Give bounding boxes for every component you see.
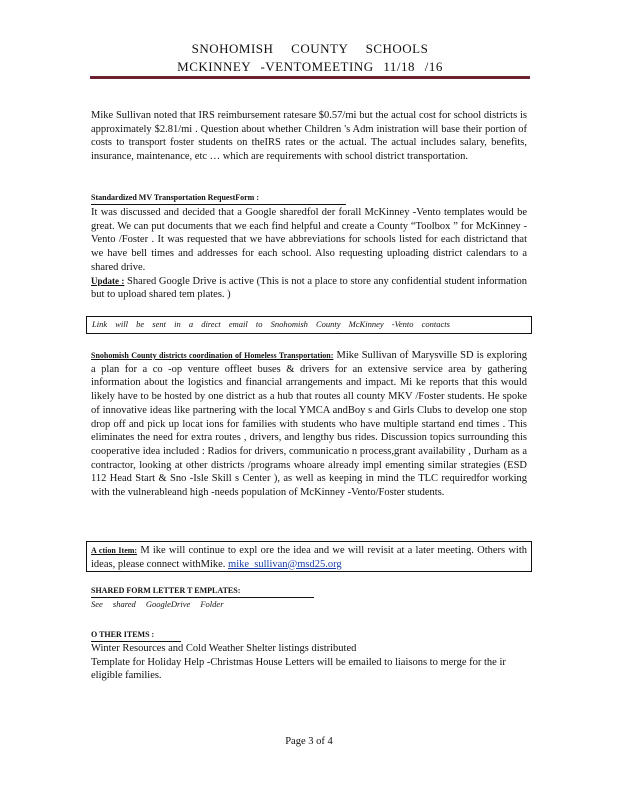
section-shared-form-letter-templates [91, 585, 527, 612]
action-item-label: A ction Item: [91, 546, 138, 555]
section-paragraph [91, 349, 527, 500]
action-item-text [91, 544, 527, 571]
section-heading: O THER ITEMS : [91, 629, 181, 642]
action-item-body: M ike will continue to expl ore the idea and we will revisit at a later meeting. Others with ideas, please connect withMike. [91, 545, 527, 570]
section-heading: SHARED FORM LETTER T EMPLATES: [91, 585, 314, 598]
update-text: Shared Google Drive is active (This is not a place to store any confidential student information but to upload shared tem plates. ) [91, 275, 527, 301]
section-heading: Snohomish County districts coordination of Homeless Transportation: [91, 351, 334, 360]
action-item-box [86, 541, 532, 572]
paragraph-irs-reimbursement [91, 109, 527, 164]
update-paragraph [91, 275, 527, 302]
section-heading: Standardized MV Transportation RequestForm : [91, 192, 346, 205]
header-rule [90, 76, 530, 79]
section-transportation-request-form [91, 192, 527, 302]
section-note: See shared GoogleDrive Folder [91, 599, 224, 609]
page-number: Page 3 of 4 [285, 736, 333, 747]
other-item-holiday-template: Template for Holiday Help -Christmas House Letters will be emailed to liaisons to merge for the ir eligible families. [91, 656, 506, 682]
email-link[interactable]: mike_sullivan@msd25.org [228, 558, 342, 570]
section-other-items [91, 628, 527, 683]
section-body: It was discussed and decided that a Google sharedfol der forall McKinney -Vento templates would be great. We can put documents that we each find helpful and create a County “Toolbox ” for McKinney -Vento /Foster . It was requested that we have abbreviations for schools listed for each districtand that we have bell times and addresses for each school. Also requesting uploading district calendars to a shared drive. [91, 207, 527, 273]
paragraph-text: Mike Sullivan noted that IRS reimbursement ratesare $0.57/mi but the actual cost for school districts is approximately $2.81/mi . Question about whether Children 's Adm inistration will base their portion of costs to transport foster students on theIRS rates or the actual. The actual includes salary, benefits, insurance, maintenance, etc … which are requirements with school district transportation. [91, 110, 527, 163]
header-title: SNOHOMISH COUNTY SCHOOLS [191, 41, 429, 56]
link-note-text: Link will be sent in a direct email to Snohomish County McKinney -Vento contacts [92, 319, 450, 329]
update-label: Update : [91, 275, 125, 286]
header-meeting-date: MCKINNEY -VENTOMEETING 11/18 /16 [177, 59, 443, 74]
document-header [90, 40, 530, 76]
section-homeless-transportation [91, 349, 527, 500]
section-body: Mike Sullivan of Marysville SD is exploring a plan for a co -op venture offleet buses & drivers for an extensive service area by gathering information about the logistics and financial arrangements and impact. Mi ke reports that this would likely have to be hosted by one district as a hub that routes all county MKV /Foster students. He spoke of innovative ideas like partnering with the local YMCA andBoy s and Girls Clubs to develop one stop drop off and pick up locat ions for families with students who have multiple startand end times . This eliminates the need for extra routes , drivers, and lengthy bus rides. Discussion topics surrounding this cooperative idea included : Radios for drivers, communicatio n process,grant availability , Durham as a contractor, looking at other districts /programs whoare already impl ementing similar strategies (ESD 112 Head Start & Sno -Isle Skill s Center ), as well as keeping in mind the TLC requiredfor working with the vulnerableand high -needs population of McKinney -Vento/Foster students. [91, 350, 527, 499]
other-item-winter-resources: Winter Resources and Cold Weather Shelter listings distributed [91, 643, 357, 654]
link-note-box [86, 316, 532, 334]
